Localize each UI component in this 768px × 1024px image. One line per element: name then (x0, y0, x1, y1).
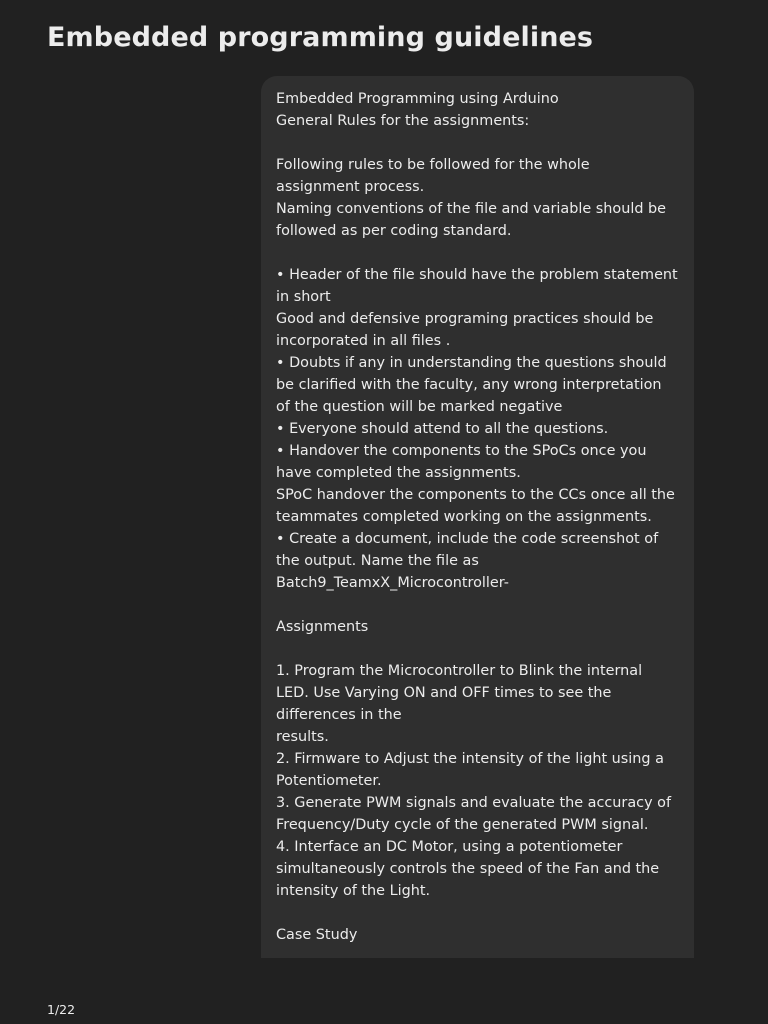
message-line: Case Study (276, 927, 358, 943)
message-line: Potentiometer. (276, 773, 382, 789)
message-line: followed as per coding standard. (276, 223, 512, 239)
message-line (276, 594, 679, 616)
message-line: simultaneously controls the speed of the Fan and the (276, 861, 660, 877)
page-indicator: 1/22 (47, 1002, 76, 1017)
message-line: 3. Generate PWM signals and evaluate the accuracy of (276, 795, 672, 811)
message-line: Frequency/Duty cycle of the generated PWM signal. (276, 817, 649, 833)
message-line: Good and defensive programing practices should be (276, 311, 654, 327)
message-line: SPoC handover the components to the CCs once all the (276, 487, 675, 503)
message-line: • Header of the file should have the problem statement (276, 267, 678, 283)
message-line: • Doubts if any in understanding the questions should (276, 355, 667, 371)
message-line: differences in the (276, 707, 402, 723)
message-line: • Create a document, include the code screenshot of (276, 531, 659, 547)
message-line: results. (276, 729, 329, 745)
message-line: be clarified with the faculty, any wrong interpretation (276, 377, 662, 393)
message-line: assignment process. (276, 179, 425, 195)
message-line: 2. Firmware to Adjust the intensity of the light using a (276, 751, 664, 767)
message-line: • Everyone should attend to all the questions. (276, 421, 609, 437)
message-line (276, 242, 679, 264)
user-message-bubble (261, 76, 694, 958)
message-line: • Handover the components to the SPoCs once you (276, 443, 647, 459)
message-line: teammates completed working on the assignments. (276, 509, 652, 525)
message-line (276, 638, 679, 660)
message-line: Following rules to be followed for the whole (276, 157, 590, 173)
message-line: LED. Use Varying ON and OFF times to see the (276, 685, 612, 701)
message-line: 4. Interface an DC Motor, using a potentiometer (276, 839, 623, 855)
message-line: of the question will be marked negative (276, 399, 563, 415)
message-line: Embedded Programming using Arduino (276, 91, 559, 107)
page-title: Embedded programming guidelines (47, 22, 594, 53)
message-line: in short (276, 289, 331, 305)
message-line (276, 902, 679, 924)
message-line: 1. Program the Microcontroller to Blink the internal (276, 663, 643, 679)
message-line: Assignments (276, 619, 369, 635)
message-line: have completed the assignments. (276, 465, 521, 481)
message-line: the output. Name the file as (276, 553, 479, 569)
message-line (276, 132, 679, 154)
message-line: General Rules for the assignments: (276, 113, 530, 129)
message-line: Naming conventions of the file and variable should be (276, 201, 667, 217)
message-line: Batch9_TeamxX_Microcontroller- (276, 575, 509, 591)
message-line: intensity of the Light. (276, 883, 431, 899)
message-line: incorporated in all files . (276, 333, 451, 349)
